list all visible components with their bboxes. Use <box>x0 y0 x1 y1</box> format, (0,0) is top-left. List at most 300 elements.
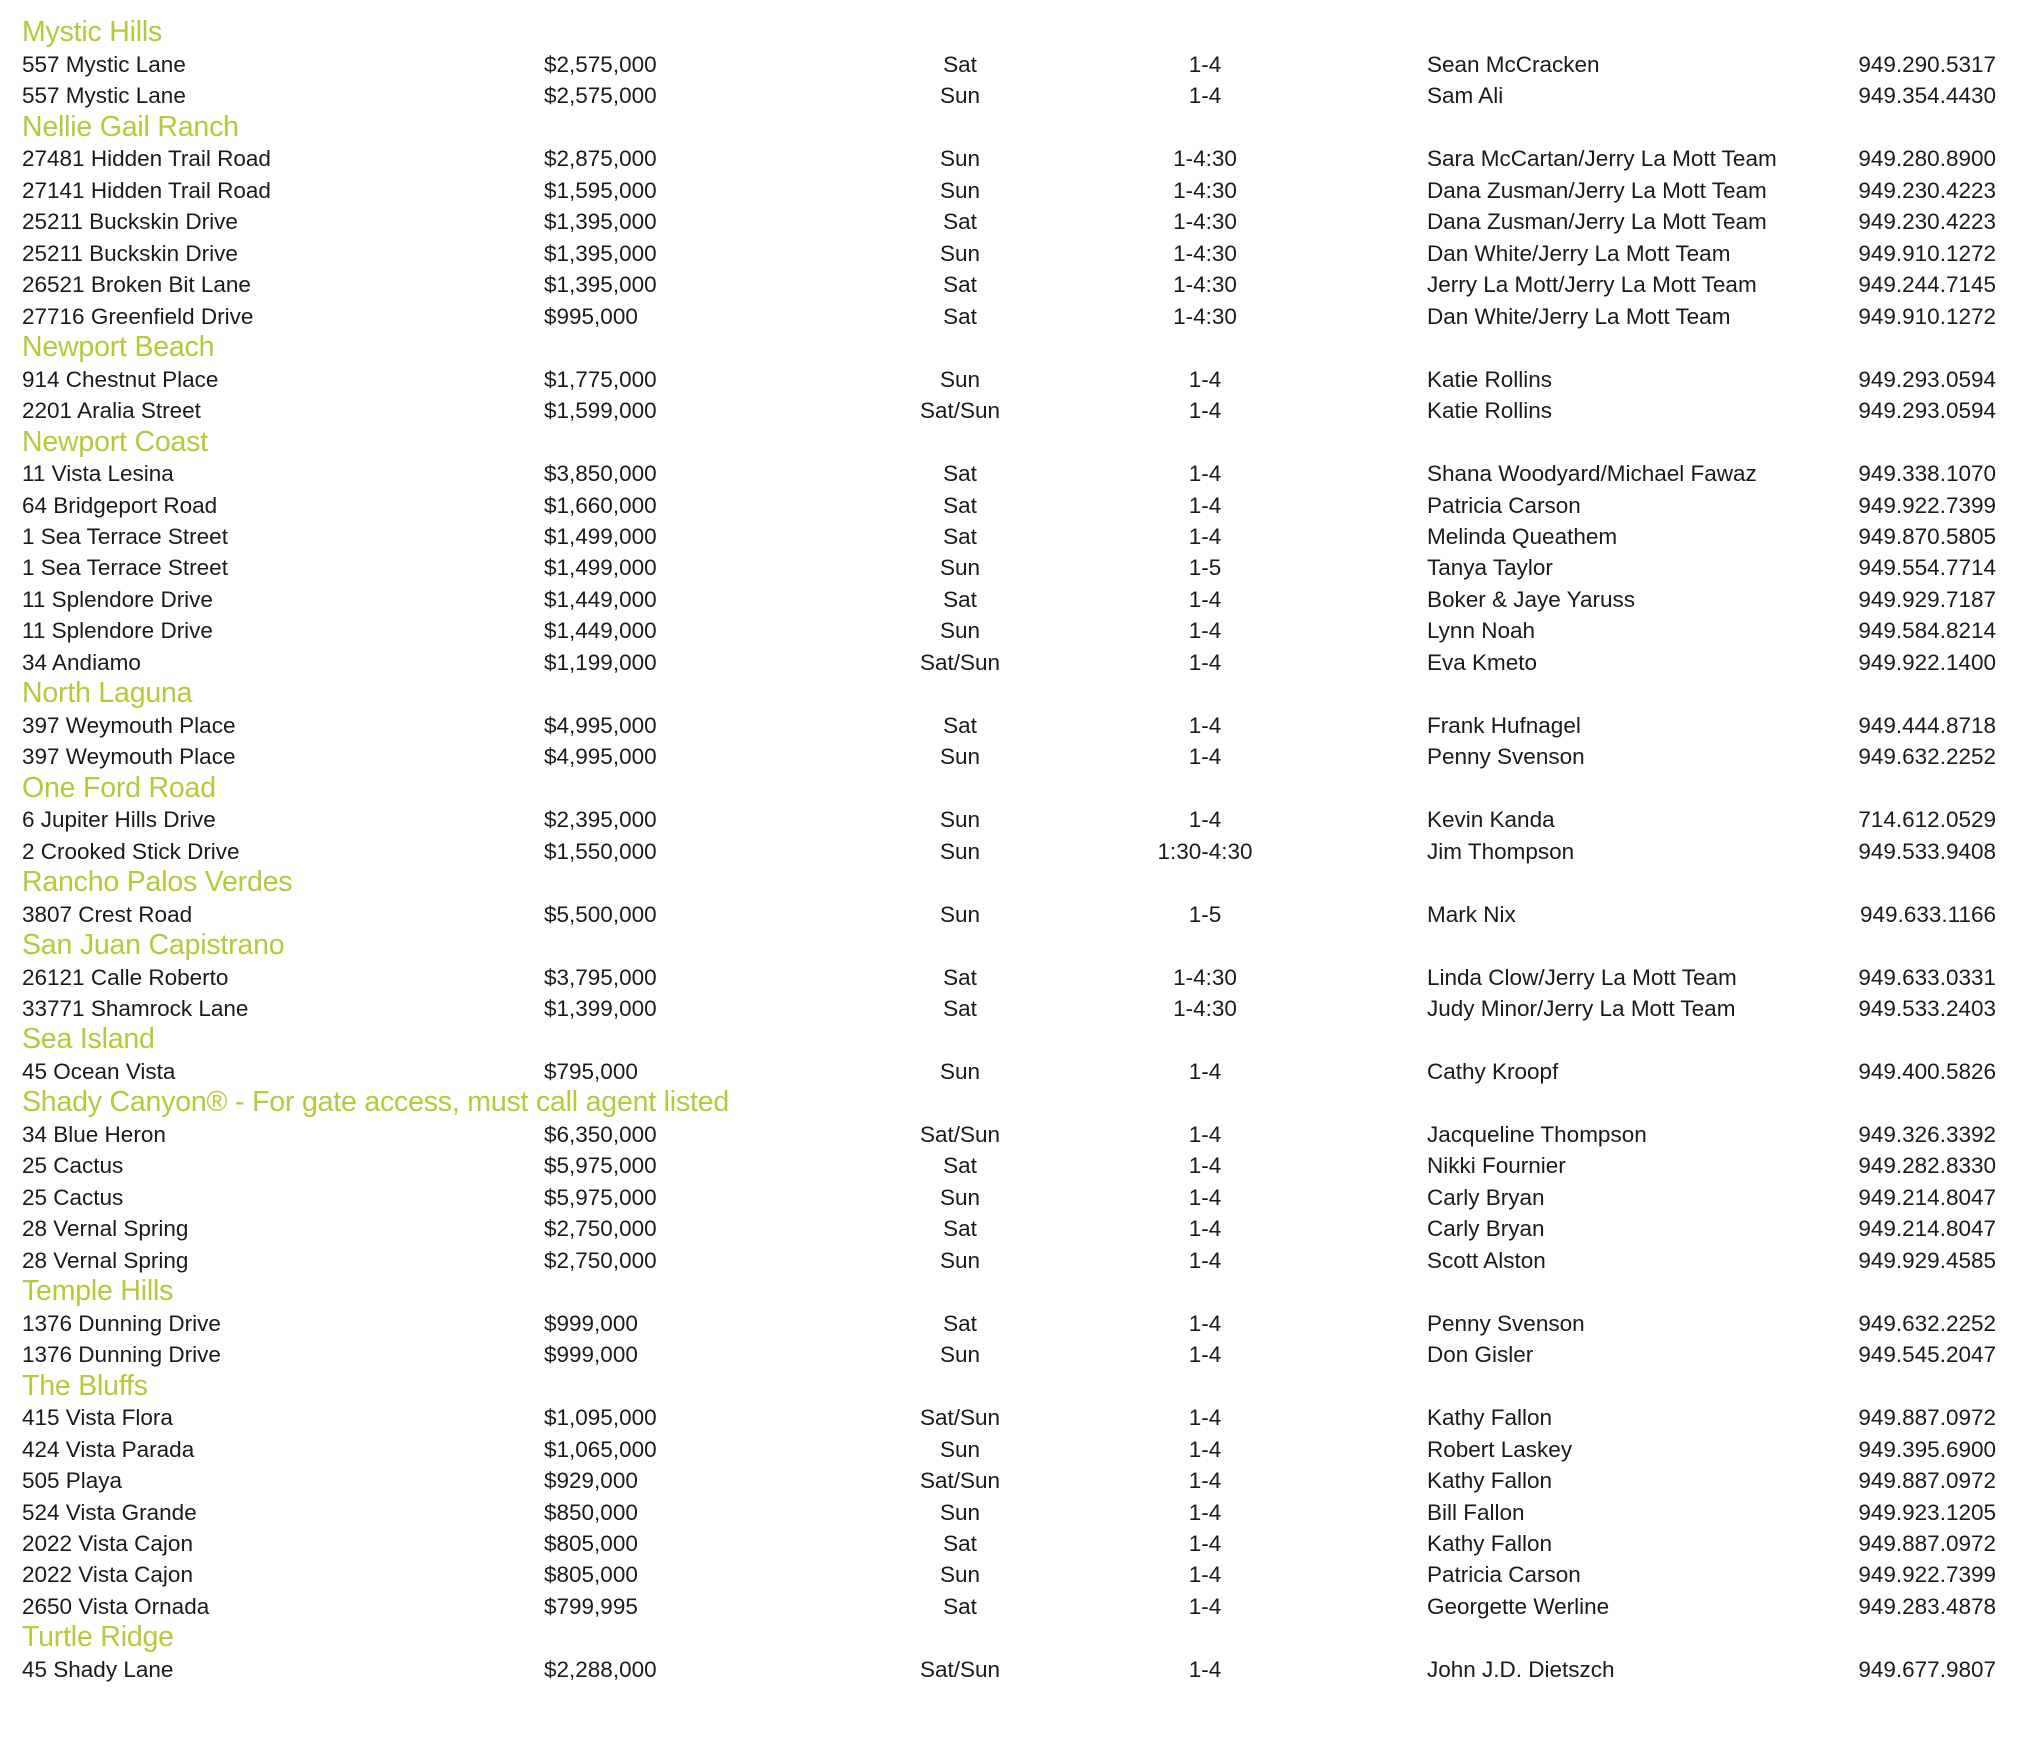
section-header-line <box>0 1025 2034 1056</box>
listing-row <box>0 616 2034 647</box>
listing-agent: Don Gisler <box>1427 1342 1534 1368</box>
listing-day: Sun <box>939 1342 981 1368</box>
listing-day: Sun <box>939 1247 981 1273</box>
listing-phone: 949.922.1400 <box>1858 649 1996 675</box>
listing-price: $2,875,000 <box>544 146 657 172</box>
listing-address: 11 Vista Lesina <box>22 461 174 487</box>
listing-phone: 949.338.1070 <box>1858 461 1996 487</box>
listing-price: $1,395,000 <box>544 240 657 266</box>
listing-row <box>0 1591 2034 1622</box>
listing-price: $2,575,000 <box>544 83 657 109</box>
listing-phone: 949.929.4585 <box>1858 1247 1996 1273</box>
listing-agent: Linda Clow/Jerry La Mott Team <box>1427 964 1737 990</box>
listing-row <box>0 1308 2034 1339</box>
listing-phone: 949.290.5317 <box>1858 51 1996 77</box>
listing-day: Sat/Sun <box>919 1468 1001 1494</box>
listing-row <box>0 1151 2034 1182</box>
listing-address: 27716 Greenfield Drive <box>22 303 254 329</box>
listing-row <box>0 364 2034 395</box>
listing-price: $5,500,000 <box>544 901 657 927</box>
listing-time: 1-4 <box>1188 1405 1222 1431</box>
listing-day: Sat <box>943 461 977 487</box>
listing-address: 1376 Dunning Drive <box>22 1342 221 1368</box>
listing-time: 1-4 <box>1188 461 1222 487</box>
listing-address: 33771 Shamrock Lane <box>22 996 249 1021</box>
section-header-line <box>0 1088 2034 1119</box>
listing-phone: 949.887.0972 <box>1858 1405 1996 1431</box>
listing-address: 2022 Vista Cajon <box>22 1530 193 1556</box>
section-header: Nellie Gail Ranch <box>22 110 239 143</box>
listing-day: Sat <box>943 272 977 298</box>
listing-time: 1-4 <box>1188 1121 1222 1147</box>
listing-price: $799,995 <box>544 1593 638 1619</box>
listing-address: 1 Sea Terrace Street <box>22 523 228 549</box>
listing-row <box>0 1182 2034 1213</box>
listing-row <box>0 144 2034 175</box>
listing-day: Sat/Sun <box>919 398 1001 424</box>
listing-phone: 949.677.9807 <box>1858 1656 1996 1682</box>
listing-agent: Sean McCracken <box>1427 51 1600 77</box>
listing-price: $5,975,000 <box>544 1153 657 1179</box>
listing-row <box>0 1497 2034 1528</box>
section-header-line <box>0 931 2034 962</box>
section-header: Shady Canyon® - For gate access, must call agent listed <box>22 1086 730 1119</box>
listing-time: 1-4 <box>1188 51 1222 77</box>
listing-price: $3,795,000 <box>544 964 657 990</box>
listing-day: Sat <box>943 209 977 235</box>
listing-price: $1,395,000 <box>544 272 657 298</box>
listing-row <box>0 1245 2034 1276</box>
listing-day: Sun <box>939 240 981 266</box>
listing-row <box>0 1214 2034 1245</box>
listing-row <box>0 522 2034 553</box>
section-header: North Laguna <box>22 677 193 710</box>
listing-price: $6,350,000 <box>544 1121 657 1147</box>
listing-address: 11 Splendore Drive <box>22 586 213 612</box>
listing-agent: Jerry La Mott/Jerry La Mott Team <box>1427 272 1757 298</box>
listing-row <box>0 301 2034 332</box>
listing-agent: John J.D. Dietszch <box>1427 1656 1615 1682</box>
listing-day: Sun <box>939 177 981 203</box>
listing-agent: Carly Bryan <box>1427 1216 1545 1242</box>
listing-phone: 949.922.7399 <box>1858 492 1996 518</box>
listing-day: Sun <box>939 555 981 581</box>
section-header: Rancho Palos Verdes <box>22 866 293 899</box>
listing-row <box>0 584 2034 615</box>
listing-address: 25211 Buckskin Drive <box>22 240 238 266</box>
listing-agent: Mark Nix <box>1427 901 1516 927</box>
listing-day: Sun <box>939 901 981 927</box>
listing-day: Sat <box>943 996 977 1021</box>
listing-address: 2022 Vista Cajon <box>22 1562 193 1588</box>
listing-address: 27141 Hidden Trail Road <box>22 177 271 203</box>
listing-row <box>0 553 2034 584</box>
listing-agent: Melinda Queathem <box>1427 523 1618 549</box>
listing-address: 25211 Buckskin Drive <box>22 209 238 235</box>
listing-price: $795,000 <box>544 1058 638 1084</box>
listing-address: 28 Vernal Spring <box>22 1247 189 1273</box>
listing-day: Sat <box>943 1593 977 1619</box>
listing-row <box>0 459 2034 490</box>
listing-day: Sun <box>939 366 981 392</box>
listing-price: $1,550,000 <box>544 838 657 864</box>
listing-day: Sun <box>939 1184 981 1210</box>
listing-price: $2,750,000 <box>544 1216 657 1242</box>
section-header-line <box>0 773 2034 804</box>
listing-day: Sun <box>939 838 981 864</box>
listing-time: 1-4:30 <box>1173 209 1237 235</box>
listing-agent: Kathy Fallon <box>1427 1530 1553 1556</box>
section-header: Newport Beach <box>22 331 215 364</box>
listing-day: Sat/Sun <box>919 1405 1001 1431</box>
listing-address: 557 Mystic Lane <box>22 51 186 77</box>
listing-agent: Jim Thompson <box>1427 838 1575 864</box>
listing-phone: 949.922.7399 <box>1858 1562 1996 1588</box>
listing-phone: 949.293.0594 <box>1858 398 1996 424</box>
listing-phone: 949.870.5805 <box>1858 523 1996 549</box>
section-header-line <box>0 1277 2034 1308</box>
listing-address: 1 Sea Terrace Street <box>22 555 228 581</box>
listing-address: 397 Weymouth Place <box>22 744 236 770</box>
listing-day: Sun <box>939 807 981 833</box>
section-header-line <box>0 1623 2034 1654</box>
listing-address: 34 Andiamo <box>22 649 141 675</box>
listing-phone: 949.230.4223 <box>1858 177 1996 203</box>
listing-phone: 949.554.7714 <box>1858 555 1996 581</box>
listing-day: Sat/Sun <box>919 1656 1001 1682</box>
listing-time: 1-4:30 <box>1173 964 1237 990</box>
listing-address: 34 Blue Heron <box>22 1121 166 1147</box>
section-header-line <box>0 427 2034 458</box>
listing-address: 914 Chestnut Place <box>22 366 219 392</box>
listing-day: Sat <box>943 1216 977 1242</box>
listing-day: Sat <box>943 1530 977 1556</box>
listing-day: Sat/Sun <box>919 1121 1001 1147</box>
listing-day: Sat/Sun <box>919 649 1001 675</box>
listing-time: 1-4:30 <box>1173 996 1237 1021</box>
listing-time: 1-5 <box>1188 901 1222 927</box>
listing-time: 1-4 <box>1188 366 1222 392</box>
listing-agent: Dan White/Jerry La Mott Team <box>1427 240 1731 266</box>
listing-time: 1-4 <box>1188 649 1222 675</box>
listing-row <box>0 175 2034 206</box>
listing-day: Sat <box>943 1153 977 1179</box>
listing-day: Sat <box>943 303 977 329</box>
listing-row <box>0 1434 2034 1465</box>
listing-agent: Sam Ali <box>1427 83 1504 109</box>
listing-address: 524 Vista Grande <box>22 1499 197 1525</box>
listing-day: Sat <box>943 964 977 990</box>
listing-day: Sat <box>943 523 977 549</box>
section-header: One Ford Road <box>22 771 216 804</box>
listing-phone: 949.400.5826 <box>1858 1058 1996 1084</box>
listing-phone: 949.533.2403 <box>1858 996 1996 1021</box>
listing-phone: 949.214.8047 <box>1858 1216 1996 1242</box>
listing-price: $1,499,000 <box>544 555 657 581</box>
section-header: San Juan Capistrano <box>22 929 285 962</box>
listing-day: Sun <box>939 1058 981 1084</box>
listing-price: $1,775,000 <box>544 366 657 392</box>
listing-agent: Dana Zusman/Jerry La Mott Team <box>1427 209 1767 235</box>
listing-price: $4,995,000 <box>544 712 657 738</box>
listing-time: 1-4 <box>1188 1499 1222 1525</box>
listing-address: 415 Vista Flora <box>22 1405 173 1431</box>
listing-time: 1-4:30 <box>1173 177 1237 203</box>
listing-agent: Katie Rollins <box>1427 398 1553 424</box>
listing-phone: 949.545.2047 <box>1858 1342 1996 1368</box>
listing-address: 26121 Calle Roberto <box>22 964 229 990</box>
listing-time: 1-4 <box>1188 807 1222 833</box>
listing-address: 45 Ocean Vista <box>22 1058 176 1084</box>
listing-phone: 714.612.0529 <box>1858 807 1996 833</box>
listing-time: 1-4 <box>1188 1216 1222 1242</box>
section-header: Temple Hills <box>22 1275 174 1308</box>
listing-day: Sun <box>939 1562 981 1588</box>
listing-time: 1-4 <box>1188 1436 1222 1462</box>
listing-row <box>0 1529 2034 1560</box>
section-header: The Bluffs <box>22 1369 148 1402</box>
listing-time: 1-4:30 <box>1173 240 1237 266</box>
listing-address: 64 Bridgeport Road <box>22 492 218 518</box>
listing-time: 1-4:30 <box>1173 272 1237 298</box>
listing-time: 1-4 <box>1188 398 1222 424</box>
listing-time: 1-4 <box>1188 1530 1222 1556</box>
listing-time: 1-4 <box>1188 1593 1222 1619</box>
listing-price: $1,095,000 <box>544 1405 657 1431</box>
listing-price: $1,595,000 <box>544 177 657 203</box>
listing-agent: Robert Laskey <box>1427 1436 1573 1462</box>
listing-address: 505 Playa <box>22 1468 123 1494</box>
listing-phone: 949.444.8718 <box>1858 712 1996 738</box>
listing-row <box>0 1119 2034 1150</box>
listing-day: Sat <box>943 712 977 738</box>
listing-time: 1-4 <box>1188 586 1222 612</box>
listing-phone: 949.230.4223 <box>1858 209 1996 235</box>
listing-address: 27481 Hidden Trail Road <box>22 146 271 172</box>
listing-time: 1-4 <box>1188 1184 1222 1210</box>
listing-row <box>0 238 2034 269</box>
listing-row <box>0 1056 2034 1087</box>
listing-price: $805,000 <box>544 1562 638 1588</box>
listing-price: $5,975,000 <box>544 1184 657 1210</box>
listing-agent: Patricia Carson <box>1427 1562 1581 1588</box>
listing-agent: Patricia Carson <box>1427 492 1581 518</box>
listing-row <box>0 962 2034 993</box>
listing-address: 3807 Crest Road <box>22 901 193 927</box>
listing-address: 45 Shady Lane <box>22 1656 174 1682</box>
listing-day: Sun <box>939 83 981 109</box>
listing-phone: 949.533.9408 <box>1858 838 1996 864</box>
section-header: Newport Coast <box>22 425 208 458</box>
listing-address: 424 Vista Parada <box>22 1436 195 1462</box>
listing-row <box>0 647 2034 678</box>
listing-price: $3,850,000 <box>544 461 657 487</box>
listing-phone: 949.887.0972 <box>1858 1468 1996 1494</box>
listing-row <box>0 207 2034 238</box>
listing-time: 1-4:30 <box>1173 146 1237 172</box>
listing-row <box>0 49 2034 80</box>
listing-address: 25 Cactus <box>22 1184 124 1210</box>
listing-phone: 949.910.1272 <box>1858 240 1996 266</box>
listing-row <box>0 1466 2034 1497</box>
listing-day: Sat <box>943 51 977 77</box>
listing-day: Sat <box>943 492 977 518</box>
section-header-line <box>0 868 2034 899</box>
listing-phone: 949.354.4430 <box>1858 83 1996 109</box>
listing-row <box>0 1403 2034 1434</box>
listing-agent: Kathy Fallon <box>1427 1405 1553 1431</box>
section-header: Sea Island <box>22 1023 155 1056</box>
listing-agent: Dana Zusman/Jerry La Mott Team <box>1427 177 1767 203</box>
listing-time: 1-4 <box>1188 492 1222 518</box>
listing-phone: 949.283.4878 <box>1858 1593 1996 1619</box>
section-header-line <box>0 679 2034 710</box>
listing-phone: 949.929.7187 <box>1858 586 1996 612</box>
listing-agent: Georgette Werline <box>1427 1593 1610 1619</box>
listing-price: $1,499,000 <box>544 523 657 549</box>
listing-agent: Cathy Kroopf <box>1427 1058 1559 1084</box>
listing-phone: 949.923.1205 <box>1858 1499 1996 1525</box>
listing-price: $995,000 <box>544 303 638 329</box>
listing-agent: Judy Minor/Jerry La Mott Team <box>1427 996 1736 1021</box>
listing-phone: 949.632.2252 <box>1858 744 1996 770</box>
listing-agent: Frank Hufnagel <box>1427 712 1581 738</box>
listing-price: $1,199,000 <box>544 649 657 675</box>
listing-time: 1-4 <box>1188 712 1222 738</box>
listing-price: $1,395,000 <box>544 209 657 235</box>
listing-row <box>0 1654 2034 1685</box>
listing-address: 28 Vernal Spring <box>22 1216 189 1242</box>
listing-time: 1-4 <box>1188 1153 1222 1179</box>
listing-address: 557 Mystic Lane <box>22 83 186 109</box>
listing-price: $999,000 <box>544 1342 638 1368</box>
listing-price: $1,449,000 <box>544 618 657 644</box>
listing-price: $4,995,000 <box>544 744 657 770</box>
listing-price: $1,449,000 <box>544 586 657 612</box>
listing-time: 1-4:30 <box>1173 303 1237 329</box>
listing-agent: Shana Woodyard/Michael Fawaz <box>1427 461 1757 487</box>
listing-agent: Katie Rollins <box>1427 366 1553 392</box>
listing-day: Sun <box>939 618 981 644</box>
open-house-listing <box>0 18 2034 1686</box>
listing-agent: Scott Alston <box>1427 1247 1546 1273</box>
listing-row <box>0 270 2034 301</box>
listing-time: 1-4 <box>1188 618 1222 644</box>
listing-day: Sun <box>939 1499 981 1525</box>
listing-row <box>0 81 2034 112</box>
listing-row <box>0 396 2034 427</box>
listing-row <box>0 805 2034 836</box>
section-header: Turtle Ridge <box>22 1621 174 1654</box>
listing-price: $2,288,000 <box>544 1656 657 1682</box>
listing-address: 2650 Vista Ornada <box>22 1593 210 1619</box>
listing-address: 11 Splendore Drive <box>22 618 213 644</box>
listing-address: 26521 Broken Bit Lane <box>22 272 251 298</box>
listing-time: 1-4 <box>1188 1656 1222 1682</box>
listing-phone: 949.280.8900 <box>1858 146 1996 172</box>
listing-time: 1-4 <box>1188 523 1222 549</box>
listing-agent: Kathy Fallon <box>1427 1468 1553 1494</box>
listing-agent: Lynn Noah <box>1427 618 1535 644</box>
listing-price: $1,065,000 <box>544 1436 657 1462</box>
listing-agent: Bill Fallon <box>1427 1499 1525 1525</box>
listing-time: 1-4 <box>1188 1310 1222 1336</box>
listing-time: 1:30-4:30 <box>1157 838 1253 864</box>
listing-price: $805,000 <box>544 1530 638 1556</box>
listing-price: $999,000 <box>544 1310 638 1336</box>
listing-phone: 949.326.3392 <box>1858 1121 1996 1147</box>
listing-phone: 949.282.8330 <box>1858 1153 1996 1179</box>
listing-agent: Tanya Taylor <box>1427 555 1553 581</box>
listing-price: $850,000 <box>544 1499 638 1525</box>
listing-day: Sat <box>943 586 977 612</box>
listing-agent: Eva Kmeto <box>1427 649 1538 675</box>
listing-time: 1-4 <box>1188 1058 1222 1084</box>
listing-address: 25 Cactus <box>22 1153 124 1179</box>
listing-phone: 949.293.0594 <box>1858 366 1996 392</box>
listing-phone: 949.633.0331 <box>1858 964 1996 990</box>
section-header-line <box>0 1371 2034 1402</box>
listing-price: $1,660,000 <box>544 492 657 518</box>
listing-agent: Boker & Jaye Yaruss <box>1427 586 1636 612</box>
listing-price: $2,750,000 <box>544 1247 657 1273</box>
listing-price: $2,575,000 <box>544 51 657 77</box>
listing-time: 1-5 <box>1188 555 1222 581</box>
section-header-line <box>0 333 2034 364</box>
listing-price: $2,395,000 <box>544 807 657 833</box>
listing-phone: 949.244.7145 <box>1858 272 1996 298</box>
listing-day: Sat <box>943 1310 977 1336</box>
listing-address: 2201 Aralia Street <box>22 398 201 424</box>
listing-agent: Nikki Fournier <box>1427 1153 1566 1179</box>
listing-agent: Kevin Kanda <box>1427 807 1555 833</box>
listing-day: Sun <box>939 744 981 770</box>
listing-agent: Sara McCartan/Jerry La Mott Team <box>1427 146 1777 172</box>
listing-time: 1-4 <box>1188 744 1222 770</box>
listing-day: Sun <box>939 146 981 172</box>
listing-phone: 949.887.0972 <box>1858 1530 1996 1556</box>
listing-time: 1-4 <box>1188 1562 1222 1588</box>
listing-price: $929,000 <box>544 1468 638 1494</box>
listing-address: 397 Weymouth Place <box>22 712 236 738</box>
listing-agent: Penny Svenson <box>1427 744 1585 770</box>
section-header: Mystic Hills <box>22 16 163 49</box>
listing-price: $1,399,000 <box>544 996 657 1021</box>
listing-time: 1-4 <box>1188 1342 1222 1368</box>
listing-phone: 949.633.1166 <box>1860 901 1996 927</box>
listing-price: $1,599,000 <box>544 398 657 424</box>
listing-phone: 949.632.2252 <box>1858 1310 1996 1336</box>
listing-row <box>0 1560 2034 1591</box>
listing-agent: Dan White/Jerry La Mott Team <box>1427 303 1731 329</box>
listing-address: 2 Crooked Stick Drive <box>22 838 240 864</box>
listing-row <box>0 1340 2034 1371</box>
listing-agent: Penny Svenson <box>1427 1310 1585 1336</box>
listing-row <box>0 899 2034 930</box>
listing-row <box>0 490 2034 521</box>
listing-day: Sun <box>939 1436 981 1462</box>
listing-agent: Carly Bryan <box>1427 1184 1545 1210</box>
listing-time: 1-4 <box>1188 83 1222 109</box>
section-header-line <box>0 112 2034 143</box>
listing-address: 6 Jupiter Hills Drive <box>22 807 216 833</box>
listing-row <box>0 836 2034 867</box>
listing-row <box>0 710 2034 741</box>
listing-address: 1376 Dunning Drive <box>22 1310 221 1336</box>
listing-time: 1-4 <box>1188 1468 1222 1494</box>
listing-phone: 949.395.6900 <box>1858 1436 1996 1462</box>
listing-row <box>0 994 2034 1025</box>
